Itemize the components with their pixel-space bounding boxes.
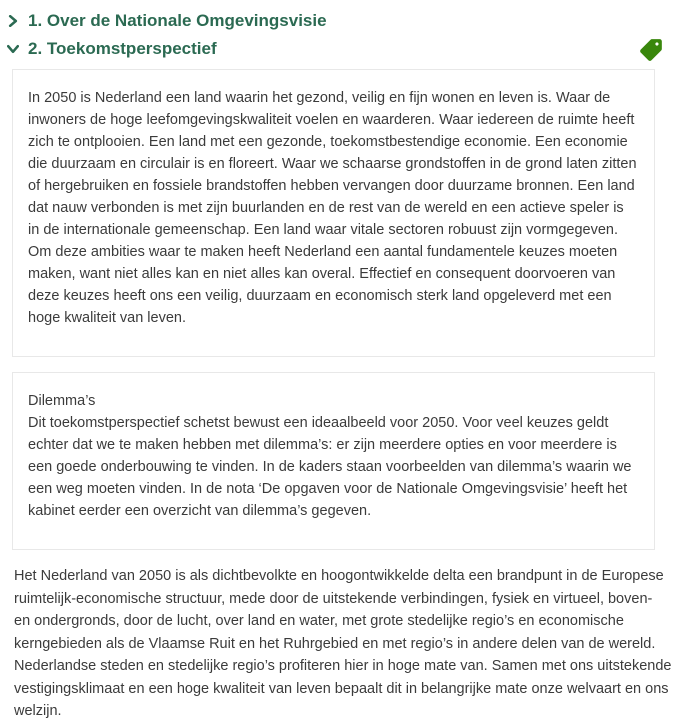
section-title: 1. Over de Nationale Omgevingsvisie bbox=[28, 11, 327, 30]
section-title: 2. Toekomstperspectief bbox=[28, 39, 217, 58]
section-header-over-de-nationale-omgevingsvisie[interactable] bbox=[0, 7, 687, 35]
intro-text: In 2050 is Nederland een land waarin het gezond, veilig en fijn wonen en leven is. Waar de inwoners de hoge leefomgevingskwaliteit voelen en waarderen. Waar iedereen de ruimte heeft zich te ontplooien. Een land met een gezonde, toekomstbestendige economie. Een economie die duurzaam en circulair is en floreert. Waar we schaarse grondstoffen in de grond laten zitten of hergebruiken en fossiele brandstoffen hebben vervangen door duurzame bronnen. Een land dat nauw verbonden is met zijn buurlanden en de rest van de wereld en een actieve speler is in de internationale gemeenschap. Een land waar vitale sectoren robuust zijn vormgegeven. Om deze ambities waar te maken heeft Nederland een aantal fundamentele keuzes moeten maken, want niet alles kan en niet alles kan overal. Effectief en consequent doorvoeren van deze keuzes heeft ons een veilig, duurzaam en economisch sterk land opgeleverd met een hoge kwaliteit van leven. bbox=[28, 90, 637, 326]
chevron-down-icon bbox=[7, 43, 19, 55]
tag-icon[interactable] bbox=[638, 37, 664, 63]
closing-paragraph: Het Nederland van 2050 is als dichtbevolkte en hoogontwikkelde delta een brandpunt in de Europese ruimtelijk-economische structuur, mede door de uitstekende verbindingen, fysiek en virtueel, boven- en ondergronds, door de lucht, over land en water, met grote stedelijke regio’s en economische kerngebieden als de Vlaamse Ruit en het Ruhrgebied en met regio’s in andere delen van de wereld. Nederlandse steden en stedelijke regio’s profiteren hier in hoge mate van. Samen met ons uitstekende vestigingsklimaat en een hoge kwaliteit van leven bepaalt dit in belangrijke mate onze welvaart en ons welzijn. bbox=[14, 568, 672, 719]
chevron-right-icon bbox=[7, 15, 19, 27]
section-header-toekomstperspectief[interactable] bbox=[0, 35, 687, 63]
dilemmas-box-title: Dilemma’s bbox=[28, 393, 96, 409]
chapter-accordion bbox=[0, 0, 687, 63]
intro-text-box bbox=[12, 69, 655, 357]
dilemmas-box-text: Dit toekomstperspectief schetst bewust een ideaalbeeld voor 2050. Voor veel keuzes geldt echter dat we te maken hebben met dilemma’s: er zijn meerdere opties en voor meerdere is een goede onderbouwing te vinden. In de kaders staan voorbeelden van dilemma’s waarin we een weg moeten vinden. In de nota ‘De opgaven voor de Nationale Omgevingsvisie’ heeft het kabinet eerder een overzicht van dilemma’s gegeven. bbox=[28, 415, 632, 519]
dilemmas-box bbox=[12, 372, 655, 550]
